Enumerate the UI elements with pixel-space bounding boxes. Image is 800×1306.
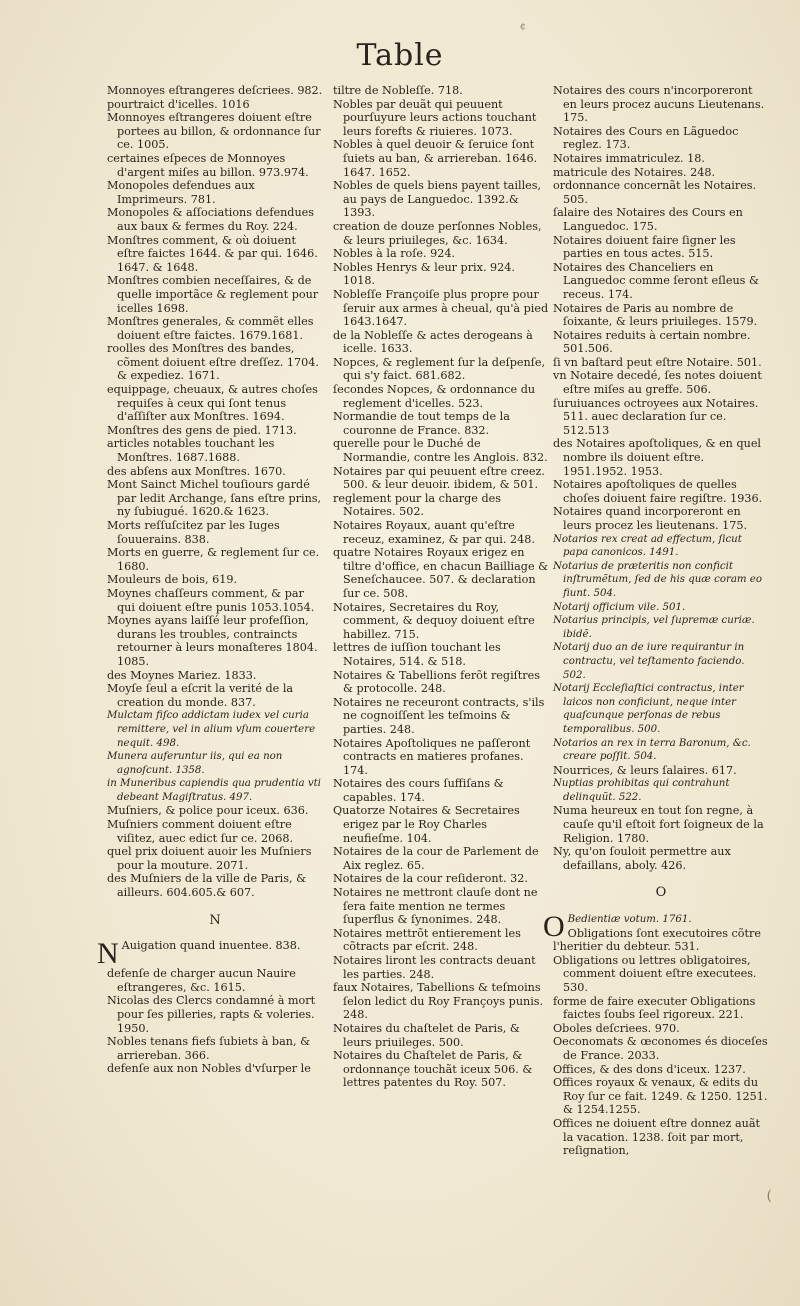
index-entry: Nourrices, & leurs ſalaires. 617. [553,763,737,777]
index-entry: Notarij duo an de iure requirantur in contractu, vel teſtamento faciendo. 502. [553,642,745,681]
index-entry: Monopoles defendues aux Imprimeurs. 781. [107,179,255,206]
index-entry: Notarius de præteritis non conficit inſtrumẽtum, ſed de his quæ coram eo fiunt. 504. [553,560,762,599]
entry-list-n [107,967,323,1076]
index-entry: certaines eſpeces de Monnoyes d'argent miſes au billon. 973.974. [107,151,309,179]
index-entry: Nobles Henrys & leur prix. 924. 1018. [333,260,515,288]
index-entry: ſecondes Nopces, & ordonnance du reglement d'icelles. 523. [333,383,536,410]
index-entry: Nobles de quels biens payent tailles, au pays de Languedoc. 1392.& 1393. [333,179,542,220]
index-entry: Notaires immatriculez. 18. [553,151,705,165]
index-column-3 [543,84,769,1158]
index-entry: creation de douze perſonnes Nobles, & leurs priuileges, &c. 1634. [333,219,542,247]
entry-list-n-o [333,84,549,1090]
index-entry: Offices ne doiuent eſtre donnez auãt la vacation. 1238. ſoit par mort, reſignation, [553,1116,761,1158]
index-entry: Nobles tenans fiefs ſubiets à ban, & arriereban. 366. [107,1035,311,1062]
index-entry: Muſniers comment doiuent eſtre viſitez, auec edict ſur ce. 2068. [107,818,294,845]
index-entry: Notaires des Chanceliers en Languedoc comme ſeront eſleus & receus. 174. [553,260,759,301]
index-entry: Nicolas des Clercs condamné à mort pour ſes pilleries, rapts & voleries. 1950. [107,994,316,1035]
index-entry: Nobles à quel deuoir & ſeruice ſont ſuiets au ban, & arriereban. 1646. 1647. 1652. [333,138,538,179]
page-title: Table [356,38,444,73]
index-entry: Monſtres generales, & commẽt elles doiuent eſtre faictes. 1679.1681. [107,315,314,342]
index-entry: ſuruiuances octroyees aux Notaires. 511. auec declaration ſur ce. 512.513 [553,396,759,437]
index-entry: des Moynes Mariez. 1833. [107,668,257,682]
index-entry: Notaires Royaux, auant qu'eſtre receuz, examinez, & par qui. 248. [333,519,535,546]
index-entry: Nobles à la roſe. 924. [333,247,456,261]
index-entry: de la Nobleſſe & actes derogeans à icelle. 1633. [333,328,533,356]
index-entry: Notaires quand incorporeront en leurs procez les lieutenans. 175. [553,505,748,532]
entry-list-m-latin [107,709,323,804]
dropcap-n: N [97,937,119,971]
index-entry: Moynes chaſſeurs comment, & par qui doiuent eſtre punis 1053.1054. [107,586,315,614]
index-entry: ſi vn baſtard peut eſtre Notaire. 501. [553,355,762,369]
index-entry: equippage, cheuaux, & autres choſes requiſes à ceux qui ſont tenus d'aſſiſter aux Monſtres. 1694. [107,383,318,424]
index-entry: defenſe aux non Nobles d'vſurper le [107,1062,311,1076]
index-entry: Notaires du chaſtelet de Paris, & leurs priuileges. 500. [333,1021,520,1049]
index-entry: Nobleſſe Françoiſe plus propre pour ſeruir aux armes à cheual, qu'à pied 1643.1647. [333,287,549,329]
index-entry: Monopoles & aſſociations defendues aux baux & fermes du Roy. 224. [107,206,315,233]
index-entry: in Muneribus capiendis qua prudentia vti debeant Magiſtratus. 497. [107,778,321,803]
entry-text: Auigation quand inuentee. 838. [121,939,301,953]
index-entry: Notaires du Chaſtelet de Paris, & ordonnançe touchãt iceux 506. & lettres patentes du Roy. 507. [333,1049,533,1090]
entry-text: Bedientiæ votum. 1761. [567,914,692,926]
index-entry: Offices, & des dons d'iceux. 1237. [553,1062,746,1076]
index-entry: Nobles par deuãt qui peuuent pourſuyure leurs actions touchant leurs forefts & riuieres. 1073. [333,97,537,138]
index-entry: Oboles deſcriees. 970. [553,1021,680,1035]
index-entry: faux Notaires, Tabellions & teſmoins ſelon ledict du Roy Françoys punis. 248. [333,981,544,1022]
index-entry: reglement pour la charge des Notaires. 502. [333,491,501,519]
index-entry: Notaires de la cour reſideront. 32. [333,872,528,886]
index-entry: Notaires ne receuront contracts, s'ils ne cognoiſſent les teſmoins & parties. 248. [333,695,545,736]
index-entry: Monnoyes eſtrangeres deſcriees. 982. [107,84,323,97]
index-entry: Notarius principis, vel ſupremæ curiæ. ibidẽ. [553,615,755,640]
index-entry: Monſtres des gens de pied. 1713. [107,423,297,437]
entry-list-notaires-latin [553,533,769,764]
entry-text: Obligations ſont executoires cõtre l'heritier du debteur. 531. [553,926,762,954]
index-entry: forme de faire executer Obligations faictes ſoubs ſeel rigoreux. 221. [553,994,756,1022]
entry-list-m [107,84,323,709]
index-entry: ſalaire des Notaires des Cours en Languedoc. 175. [553,206,743,233]
index-entry: ordonnance concernãt les Notaires. 505. [553,179,757,206]
index-entry: Moynes ayans laiſſé leur profeſſion, durans les troubles, contraincts retourner à leurs monaſteres 1804. 1085. [107,614,318,668]
index-entry: Monnoyes eſtrangeres doiuent eſtre portees au billon, & ordonnance ſur ce. 1005. [107,111,321,152]
index-entry: Offices royaux & venaux, & edits du Roy ſur ce fait. 1249. & 1250. 1251. & 1254.1255. [553,1076,768,1117]
index-entry: Oeconomats & œconomes és dioceſes de France. 2033. [553,1035,768,1062]
index-entry: Ny, qu'on ſouloit permettre aux defaillans, aboly. 426. [553,845,731,872]
letter-heading-n: N [209,912,221,928]
index-entry: Notarij Eccleſiaſtici contractus, inter laicos non conficiunt, neque inter quaſcunque perſonas de rebus temporalibus. 500. [553,683,744,735]
index-entry: Notaires de Paris au nombre de ſoixante, & leurs priuileges. 1579. [553,301,758,329]
page-edge-mark: ( [766,1188,772,1204]
index-entry-o-first [543,910,769,954]
index-entry: Monſtres combien neceſſaires, & de quelle importãce & reglement pour icelles 1698. [107,274,319,315]
entry-list-nuptias [553,777,769,804]
index-column-1 [97,84,323,1076]
index-entry: Monſtres comment, & où doiuent eſtre faictes 1644. & par qui. 1646. 1647. & 1648. [107,233,318,274]
index-entry-n-first [97,937,323,971]
entry-list-n-tail [553,804,769,872]
letter-heading-o: O [655,885,667,901]
index-entry: Mouleurs de bois, 619. [107,573,238,587]
index-entry: des Muſniers de la ville de Paris, & ailleurs. 604.605.& 607. [107,872,307,900]
index-entry: Mont Sainct Michel touſiours gardé par ledit Archange, ſans eſtre prins, ny ſubiugué. 1620.& 1623. [107,478,322,519]
index-entry: roolles des Monſtres des bandes, cõment doiuent eſtre dreſſez. 1704. & expediez. 1671. [107,342,319,383]
index-entry: Morts en guerre, & reglement ſur ce. 1680. [107,546,320,573]
page-mark: ¢ [520,22,526,32]
index-entry: Notaires des Cours en Lãguedoc reglez. 173. [553,124,739,152]
index-entry: Notaires, Secretaires du Roy, comment, & dequoy doiuent eſtre habillez. 715. [333,600,535,641]
index-entry: Notarij officium vile. 501. [553,601,686,613]
entry-list-nourrices [553,764,769,778]
index-entry: Moyſe ſeul a eſcrit la verité de la creation du monde. 837. [107,682,294,709]
index-entry: Notaires reduits à certain nombre. 501.506. [553,328,751,356]
index-entry: Notaires doiuent faire ſigner les parties en tous actes. 515. [553,233,736,261]
dropcap-o: O [543,910,565,944]
index-entry: querelle pour le Duché de Normandie, contre les Anglois. 832. [333,437,548,465]
index-entry: Notaires & Tabellions ferõt regiſtres & protocolle. 248. [333,668,541,696]
index-entry: Notarios rex creat ad effectum, ſicut papa canonicos. 1491. [553,533,742,559]
index-entry: Notaires des cours n'incorporeront en leurs procez aucuns Lieutenans. 175. [553,84,765,125]
index-entry: tiltre de Nobleſſe. 718. [333,84,463,97]
index-entry: Notaires liront les contracts deuant les parties. 248. [333,954,536,981]
index-entry: Morts reſſuſcitez par les Iuges ſouuerains. 838. [107,519,280,546]
index-entry: Notaires Apoſtoliques ne paſſeront contracts en matieres profanes. 174. [333,736,531,777]
index-entry: lettres de iuſſion touchant les Notaires, 514. & 518. [333,641,501,668]
index-entry: des abſens aux Monſtres. 1670. [107,464,286,478]
index-entry: Notaires des cours ſuffiſans & capables. 174. [333,777,504,804]
index-entry: Notarios an rex in terra Baronum, &c. creare poſſit. 504. [553,737,751,763]
index-entry: Notaires de la cour de Parlement de Aix reglez. 65. [333,845,539,872]
index-entry: Notaires par qui peuuent eſtre creez. 500. & leur deuoir. ibidem, & 501. [333,464,545,492]
index-entry: des Notaires apoſtoliques, & en quel nombre ils doiuent eſtre. 1951.1952. 1953. [553,437,762,478]
index-entry: Nuptias prohibitas qui contrahunt delinquũt. 522. [553,778,730,803]
index-entry: Notaires ne mettront clauſe dont ne ſera faite mention ne termes ſuperflus & ſynonimes. 248. [333,886,538,927]
index-entry: Quatorze Notaires & Secretaires erigez par le Roy Charles neufieſme. 104. [333,804,520,845]
index-entry: Notaires apoſtoliques de quelles choſes doiuent faire regiſtre. 1936. [553,478,763,505]
index-entry: matricule des Notaires. 248. [553,165,716,179]
index-entry: Notaires mettrõt entierement les cõtracts par eſcrit. 248. [333,926,521,954]
index-entry: Numa heureux en tout ſon regne, à cauſe qu'il eſtoit fort ſoigneux de la Religion. 1780. [553,804,764,845]
index-entry: quatre Notaires Royaux erigez en tiltre d'office, en chacun Bailliage & Seneſchaucee. 507. & declaration ſur ce. 508. [333,546,549,600]
entry-list-o [553,954,769,1158]
index-column-2 [333,84,549,1090]
index-entry: quel prix doiuent auoir les Muſniers pour la mouture. 2071. [107,845,312,872]
index-entry: articles notables touchant les Monſtres. 1687.1688. [107,437,275,465]
entry-list-notaires [553,84,769,533]
index-entry: defenſe de charger aucun Nauire eſtrangeres, &c. 1615. [107,967,296,994]
index-entry: Munera auferuntur iis, qui ea non agnoſcunt. 1358. [107,751,283,776]
entry-list-m-tail [107,804,323,899]
index-entry: vn Notaire decedé, ſes notes doiuent eſtre miſes au greffe. 506. [553,369,762,397]
index-entry: Obligations ou lettres obligatoires, comment doiuent eſtre executees. 530. [553,953,757,994]
index-entry: Nopces, & reglement ſur la deſpenſe, qui s'y faict. 681.682. [333,355,546,383]
index-entry: Muſniers, & police pour iceux. 636. [107,804,309,818]
index-entry: Mulctam fiſco addictam iudex vel curia remittere, vel in alium vſum couertere nequit. 498. [107,710,316,749]
index-entry: Normandie de tout temps de la couronne de France. 832. [333,410,510,437]
index-entry: pourtraict d'icelles. 1016 [107,97,250,111]
